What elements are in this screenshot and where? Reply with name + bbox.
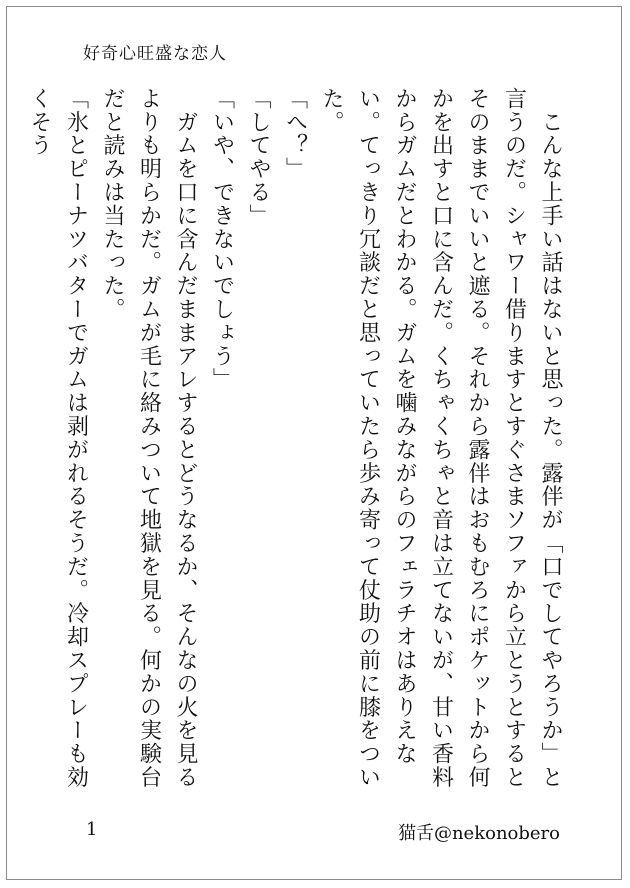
paragraph: こんな上手い話はないと思った。露伴が「口でしてやろうか」と言うのだ。シャワー借りますとすぐさまソファから立とうとするとそのままでいいと遮る。それから露伴はおもむろにポケットから何かを出すと口に含んだ。くちゃくちゃと音は立てないが、甘い香料からガムだとわかる。ガムを噛みながらのフェラチオはありえない。てっきり冗談だと思っていたら歩み寄って仗助の前に膝をついた。 <box>319 87 563 789</box>
author-credit: 猫舌@nekonobero <box>397 823 560 844</box>
paragraph: ガムを口に含んだままアレするとどうなるか、そんなの火を見るよりも明らかだ。ガムが毛に絡みついて地獄を見る。何かの実験台だと読みは当たった。 <box>100 87 198 789</box>
page-number: 1 <box>86 819 98 840</box>
body-text <box>21 87 569 793</box>
paragraph: 「へ？」 <box>282 87 308 181</box>
paragraph: 「してやる」 <box>246 87 271 228</box>
paragraph: 「氷とピーナツバターでガムは剥がれるそうだ。冷却スプレーも効くそう <box>27 87 89 789</box>
running-title: 好奇心旺盛な恋人 <box>83 44 227 64</box>
paragraph: 「いや、できないでしょう」 <box>209 87 235 392</box>
